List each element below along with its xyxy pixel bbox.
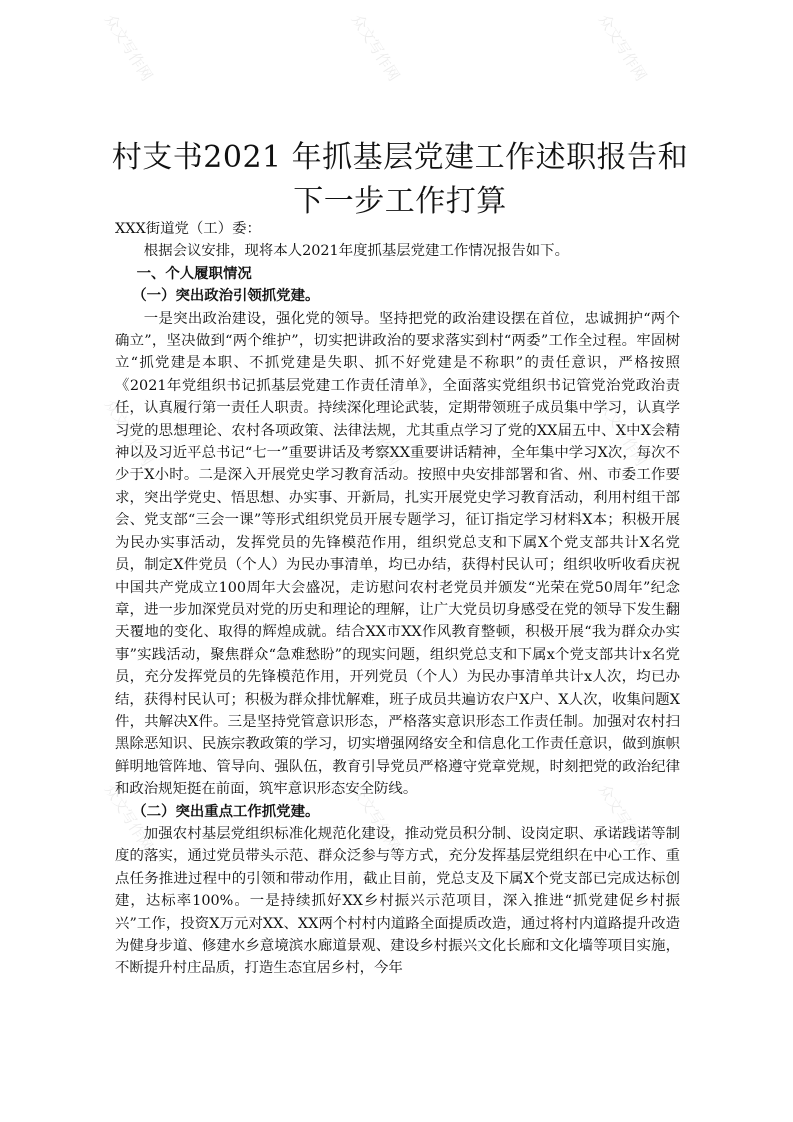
watermark-text: 众文写作网 — [595, 781, 651, 855]
section-heading: 一、个人履职情况 — [136, 264, 252, 282]
watermark-text: 众文写作网 — [101, 11, 157, 85]
subsection-body-2: 加强农村基层党组织标准化规范化建设，推动党员积分制、设岗定职、承诺践诺等制度的落实，通过党员带头示范、群众泛参与等方式，充分发挥基层党组织在中心工作、重点任务推进过程中的引领和带动作用，截止目前，党总支及下属X个党支部已完成达标创建，达标率100%。一是持续抓好XX乡村振兴示范项目，深入推进“抓党建促乡村振兴”工作，投资X万元对XX、XX两个村村内道路全面提质改造，通过将村内道路提升改造为健身步道、修建水乡意境滨水廊道景观、建设乡村振兴文化长廊和文化墙等项目实施，不断提升村庄品质，打造生态宜居乡村，今年 — [115, 825, 680, 977]
watermark-text: 众文写作网 — [595, 396, 651, 470]
document-title: 村支书2021 年抓基层党建工作述职报告和下一步工作打算 — [111, 140, 689, 219]
subsection-body-1: 一是突出政治建设，强化党的领导。坚持把党的政治建设摆在首位，忠诚拥护“两个确立”，坚决做到“两个维护”，切实把讲政治的要求落实到村“两委”工作全过程。牢固树立“抓党建是本职、不抓党建是失职、抓不好党建是不称职”的责任意识，严格按照《2021年党组织书记抓基层党建工作责任清单》，全面落实党组织书记管党治党政治责任，认真履行第一责任人职责。持续深化理论武装，定期带领班子成员集中学习，认真学习党的思想理论、农村各项政策、法律法规，尤其重点学习了党的XX届五中、X中X会精神以及习近平总书记“七一”重要讲话及考察XX重要讲话精神，全年集中学习X次，每次不少于X小时。二是深入开展党史学习教育活动。按照中央安排部署和省、州、市委工作要求，突出学党史、悟思想、办实事、开新局，扎实开展党史学习教育活动，利用村组干部会、党支部“三会一课”等形式组织党员开展专题学习，征订指定学习材料X本；积极开展为民办实事活动，发挥党员的先锋模范作用，组织党总支和下属X个党支部共计X名党员，制定X件党员（个人）为民办事清单，均已办结，获得村民认可；组织收听收看庆祝中国共产党成立100周年大会盛况，走访慰问农村老党员并颁发“光荣在党50周年”纪念章，进一步加深党员对党的历史和理论的理解，让广大党员切身感受在党的领导下发生翻天覆地的变化、取得的辉煌成就。结合XX市XX作风教育整顿，积极开展“我为群众办实事”实践活动，聚焦群众“急难愁盼”的现实问题，组织党总支和下属x个党支部共计x名党员，充分发挥党员的先锋模范作用，开列党员（个人）为民办事清单共计x人次，均已办结，获得村民认可；积极为群众排忧解难，班子成员共遍访农户X户、X人次，收集问题X件，共解决X件。三是坚持党管意识形态，严格落实意识形态工作责任制。加强对农村扫黑除恶知识、民族宗教政策的学习，切实增强网络安全和信息化工作责任意识，做到旗帜鲜明地管阵地、管导向、强队伍，教育引导党员严格遵守党章党规，时刻把党的政治纪律和政治规矩挺在前面，筑牢意识形态安全防线。 — [115, 310, 680, 798]
watermark-text: 众文写作网 — [348, 396, 404, 470]
document-body — [115, 218, 680, 980]
subsection-heading-1: （一）突出政治引领抓党建。 — [132, 287, 320, 305]
watermark-text: 众文写作网 — [101, 781, 157, 855]
watermark-text: 众文写作网 — [348, 781, 404, 855]
subsection-heading-2: （二）突出重点工作抓党建。 — [132, 802, 320, 820]
watermark-text: 众文写作网 — [595, 11, 651, 85]
intro-paragraph: 根据会议安排，现将本人2021年度抓基层党建工作情况报告如下。 — [143, 243, 569, 260]
watermark-text: 众文写作网 — [348, 11, 404, 85]
watermark-text: 众文写作网 — [101, 396, 157, 470]
salutation: XXX街道党（工）委： — [115, 221, 261, 237]
